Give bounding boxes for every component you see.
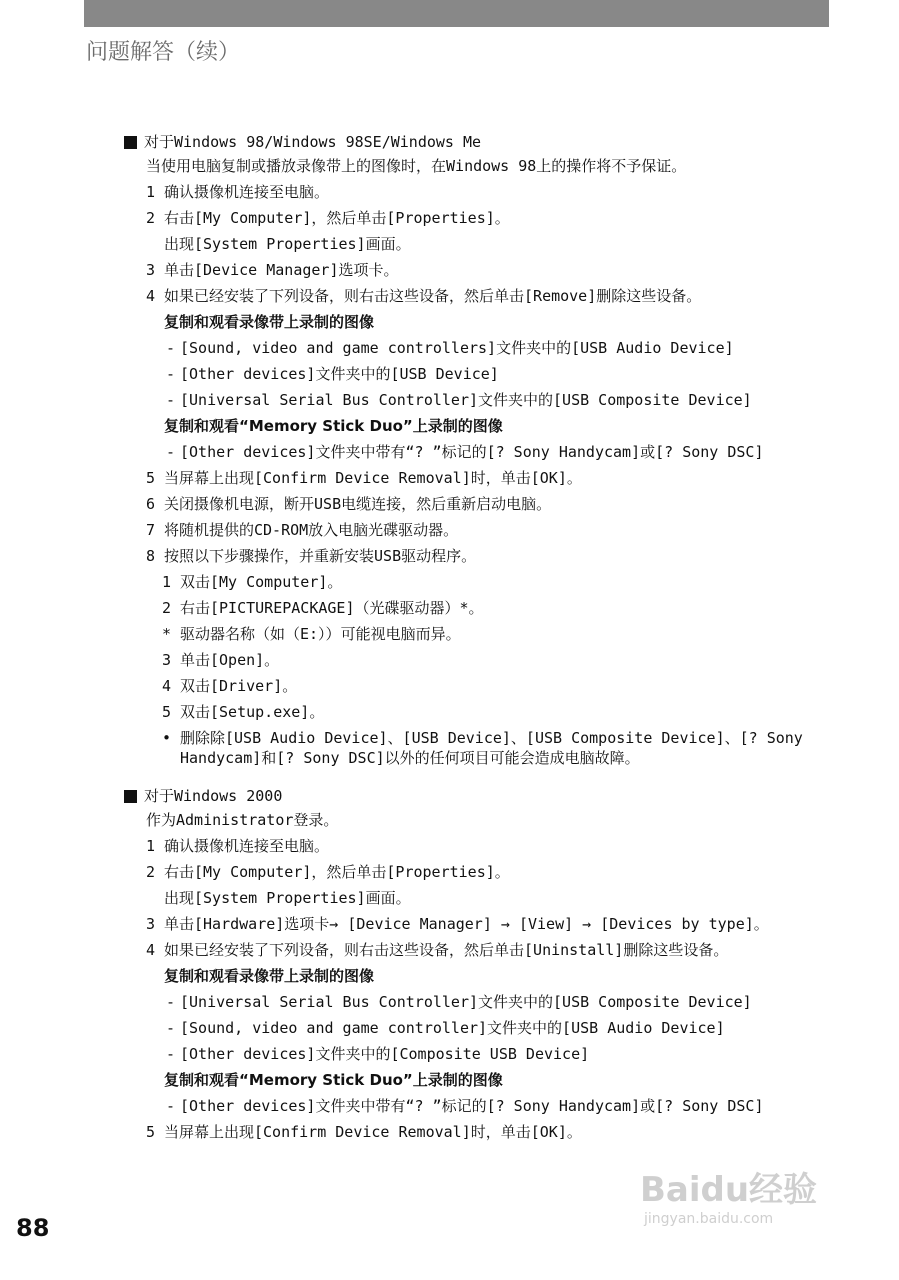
device-list-item: - [Other devices]文件夹中带有“? ”标记的[? Sony Handycam]或[? Sony DSC] <box>166 443 764 461</box>
step-item: 4 如果已经安装了下列设备，则右击这些设备，然后单击[Uninstall]删除这些设备。 <box>146 941 729 959</box>
step-item: 1 确认摄像机连接至电脑。 <box>146 837 330 855</box>
step-item <box>146 468 844 488</box>
step-item: 3 单击[Hardware]选项卡→ [Device Manager] → [View] → [Devices by type]。 <box>146 915 769 933</box>
device-list-item: - [Other devices]文件夹中带有“? ”标记的[? Sony Handycam]或[? Sony DSC] <box>166 1097 764 1115</box>
substep-item: 2 右击[PICTUREPACKAGE]（光碟驱动器）*。 <box>162 599 484 617</box>
step-text: 按照以下步骤操作，并重新安装USB驱动程序。 <box>164 547 477 565</box>
step-note: 出现[System Properties]画面。 <box>164 235 411 253</box>
warning-note: • 删除除[USB Audio Device]、[USB Device]、[USB Composite Device]、[? Sony Handycam]和[? Sony DSC]以外的任何项目可能会造成电脑故障。 <box>162 729 803 767</box>
step-item: 5 当屏幕上出现[Confirm Device Removal]时，单击[OK]。 <box>146 1123 582 1141</box>
step-item <box>146 546 844 566</box>
device-list-item: - [Universal Serial Bus Controller]文件夹中的[USB Composite Device] <box>166 993 752 1011</box>
step-number: 4 <box>146 287 156 305</box>
step-number: 6 <box>146 495 156 513</box>
step-text: 当屏幕上出现[Confirm Device Removal]时，单击[OK]。 <box>164 469 582 487</box>
step-number: 8 <box>146 547 156 565</box>
header-bar <box>84 0 829 27</box>
device-list-item: - [Sound, video and game controller]文件夹中的[USB Audio Device] <box>166 1019 725 1037</box>
square-bullet-icon <box>124 790 137 803</box>
substep-item: 1 双击[My Computer]。 <box>162 573 343 591</box>
section-heading-text: 对于Windows 98/Windows 98SE/Windows Me <box>144 133 482 151</box>
step-number: 2 <box>146 209 156 227</box>
section-heading-win2000 <box>124 786 844 806</box>
section-heading-win98 <box>124 132 844 152</box>
step-item <box>146 520 844 540</box>
step-item <box>146 286 844 306</box>
section-intro: 作为Administrator登录。 <box>146 811 339 829</box>
device-list-item: - [Other devices]文件夹中的[USB Device] <box>166 365 499 383</box>
subheading-tape: 复制和观看录像带上录制的图像 <box>164 313 375 331</box>
step-text: 确认摄像机连接至电脑。 <box>164 183 330 201</box>
watermark-url: jingyan.baidu.com <box>644 1211 774 1227</box>
step-number: 5 <box>146 469 156 487</box>
substep-item: 4 双击[Driver]。 <box>162 677 298 695</box>
page-number: 88 <box>16 1214 50 1242</box>
subheading-tape: 复制和观看录像带上录制的图像 <box>164 967 375 985</box>
step-note: 出现[System Properties]画面。 <box>164 889 411 907</box>
step-item <box>146 260 844 280</box>
square-bullet-icon <box>124 136 137 149</box>
device-list-item: - [Universal Serial Bus Controller]文件夹中的[USB Composite Device] <box>166 391 752 409</box>
baidu-watermark <box>640 1170 840 1250</box>
section-intro: 当使用电脑复制或播放录像带上的图像时，在Windows 98上的操作将不予保证。 <box>146 157 687 175</box>
step-item <box>146 208 844 228</box>
step-text: 右击[My Computer]，然后单击[Properties]。 <box>164 209 510 227</box>
device-list-item: - [Sound, video and game controllers]文件夹中的[USB Audio Device] <box>166 339 734 357</box>
step-item <box>146 182 844 202</box>
substep-footnote: * 驱动器名称（如（E:））可能视电脑而异。 <box>162 625 461 643</box>
subheading-memory-stick: 复制和观看“Memory Stick Duo”上录制的图像 <box>164 417 503 435</box>
step-number: 3 <box>146 261 156 279</box>
substep-item: 3 单击[Open]。 <box>162 651 280 669</box>
step-item: 2 右击[My Computer]，然后单击[Properties]。 <box>146 863 510 881</box>
step-text: 如果已经安装了下列设备，则右击这些设备，然后单击[Remove]删除这些设备。 <box>164 287 702 305</box>
step-number: 7 <box>146 521 156 539</box>
step-number: 1 <box>146 183 156 201</box>
step-text: 将随机提供的CD-ROM放入电脑光碟驱动器。 <box>164 521 459 539</box>
step-text: 单击[Device Manager]选项卡。 <box>164 261 399 279</box>
device-list-item: - [Other devices]文件夹中的[Composite USB Device] <box>166 1045 590 1063</box>
watermark-brand: Baidu经验 <box>640 1170 818 1210</box>
step-text: 关闭摄像机电源，断开USB电缆连接，然后重新启动电脑。 <box>164 495 552 513</box>
section-heading-text: 对于Windows 2000 <box>144 787 283 805</box>
main-content <box>124 132 844 1142</box>
substep-item: 5 双击[Setup.exe]。 <box>162 703 325 721</box>
subheading-memory-stick: 复制和观看“Memory Stick Duo”上录制的图像 <box>164 1071 503 1089</box>
step-item <box>146 494 844 514</box>
page-title: 问题解答（续） <box>86 40 241 65</box>
